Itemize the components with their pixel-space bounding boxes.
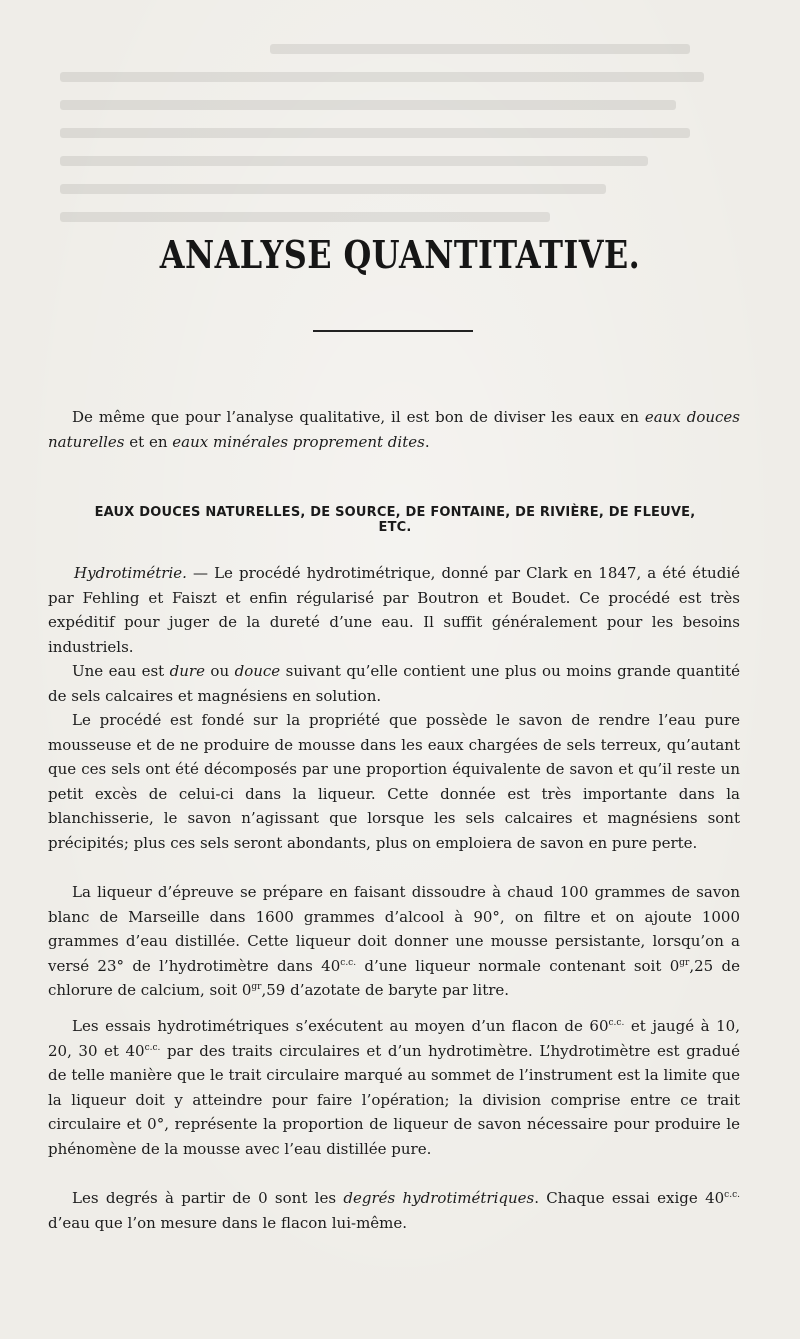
paragraph-text: ,59 d’azotate de baryte par litre. — [261, 981, 510, 999]
paragraph-text: suivant qu’elle contient une plus ou moins grande quantité de sels calcaires et magnésiens en solution. — [48, 662, 740, 705]
title-divider — [313, 330, 473, 332]
intro-text-2: et en — [124, 432, 173, 451]
intro-text-3: . — [424, 432, 430, 451]
paragraph-text: La liqueur d’épreuve se prépare en faisant dissoudre à chaud 100 grammes de savon blanc de Marseille dans 1600 grammes d’alcool à 90°, on filtre et on ajoute 1000 grammes d’eau distillée. Cette liqueur doit donner une mousse persistante, lorsqu’on a versé 23° de l’hydrotimètre dans 40 — [48, 883, 740, 975]
paragraph-text: Le procédé est fondé sur la propriété que possède le savon de rendre l’eau pure mousseuse et de ne produire de mousse dans les eaux chargées de sels terreux, qu’autant que ces sels ont été décomposés par une proportion équivalente de savon et qu’il reste un petit excès de celui-ci dans la liqueur. Cette donnée est très importante dans la blanchisserie, le savon n’agissant que lorsque les sels calcaires et magnésiens sont précipités; plus ces sels seront abondants, plus on emploiera de savon en pure perte. — [48, 711, 740, 852]
paragraph-text: Les essais hydrotimétriques s’exécutent au moyen d’un flacon de 60 — [72, 1017, 609, 1035]
paragraph-text: ,25 de chlorure de calcium, soit 0 — [48, 956, 741, 999]
paragraph-eau-dure — [48, 659, 740, 708]
page-title: ANALYSE QUANTITATIVE. — [159, 232, 641, 277]
paragraph-procede — [48, 708, 740, 855]
intro-text-1: De même que pour l’analyse qualitative, il est bon de diviser les eaux en — [72, 408, 645, 426]
intro-emphasis-1: eaux douces naturelles — [48, 408, 740, 451]
paragraph-text: Une eau est — [72, 662, 170, 680]
emphasis-dure: dure — [169, 662, 205, 680]
paragraph-text: — Le procédé hydrotimétrique, donné par Clark en 1847, a été étudié par Fehling et Faiszt et enfin régularisé par Boutron et Boudet. Ce procédé est très expéditif pour juger de la dureté d’une eau. Il suffit généralement pour les besoins industriels. — [48, 564, 740, 656]
intro-emphasis-2: eaux minérales proprement dites — [172, 432, 425, 451]
superscript-cc: c.c. — [608, 1018, 625, 1028]
section-heading: EAUX DOUCES NATURELLES, DE SOURCE, DE FONTAINE, DE RIVIÈRE, DE FLEUVE, ETC. — [94, 505, 696, 535]
paragraph-text: . Chaque essai exige 40 — [534, 1189, 725, 1207]
paragraph-hydrotimetrie — [48, 561, 740, 659]
superscript-gr: gr — [251, 982, 262, 992]
paragraph-text: par des traits circulaires et d’un hydrotimètre. L’hydrotimètre est gradué de telle manière que le trait circulaire marqué au sommet de l’instrument est la limite que la liqueur doit y atteindre pour faire l’opération; la division comprise entre ce trait circulaire et 0°, représente la proportion de liqueur de savon nécessaire pour produire le phénomène de la mousse avec l’eau distillée pure. — [48, 1041, 740, 1158]
intro-paragraph — [48, 405, 740, 454]
paragraph-text: Les degrés à partir de 0 sont les — [72, 1189, 344, 1207]
paragraph-text: et jaugé à 10, 20, 30 et 40 — [48, 1017, 740, 1060]
superscript-cc: c.c. — [724, 1190, 740, 1200]
paragraph-essais — [48, 1014, 740, 1161]
emphasis-douce: douce — [234, 662, 281, 680]
paragraph-liqueur — [48, 880, 740, 1003]
paragraph-text: d’une liqueur normale contenant soit 0 — [356, 956, 680, 975]
superscript-cc: c.c. — [340, 957, 357, 968]
superscript-cc: c.c. — [144, 1042, 161, 1053]
paragraph-text: d’eau que l’on mesure dans le flacon lui-même. — [48, 1213, 408, 1232]
superscript-gr: gr — [679, 957, 690, 968]
run-in-heading: Hydrotimétrie. — [74, 564, 187, 582]
paragraph-degres — [48, 1186, 740, 1235]
paragraph-text: ou — [204, 662, 235, 680]
emphasis-degres: degrés hydrotimétriques — [343, 1189, 535, 1207]
